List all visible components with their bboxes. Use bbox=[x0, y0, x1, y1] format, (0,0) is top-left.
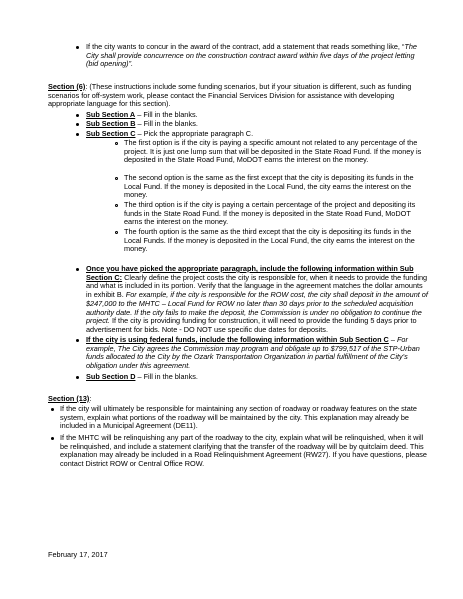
intro-bullet-text bbox=[86, 43, 428, 69]
section13-bullet-2: If the MHTC will be relinquishing any part of the roadway to the city, explain what will be relinquished, when it will be relinquished, and include a statement clarifying that the transfer of the roadway will be by quitclaim deed. This explanation may already be included in a Road Relinquishment Agreement (RW27). If you have questions, please contact District ROW or Central Office ROW. bbox=[60, 433, 427, 469]
subsection-d-item bbox=[86, 373, 426, 382]
option-4-text: The fourth option is the same as the third except that the city is depositing its funds in the Local Funds. If the money is deposited in the Local Fund, the city earns the interest on the money. bbox=[124, 227, 415, 254]
section13-bullet-1: If the city will ultimately be responsible for maintaining any section of roadway or roadway features on the state system, explain what portions of the roadway will be maintained by the city. This explanation may already be included in a Municipal Agreement (DE11). bbox=[60, 404, 417, 431]
section6-heading: Section (6) bbox=[48, 82, 86, 91]
subsection-a-text: – Fill in the blanks. bbox=[135, 110, 198, 119]
section13-heading-line bbox=[48, 395, 432, 404]
section6-intro-paragraph bbox=[48, 83, 432, 109]
bullet-dot-icon bbox=[73, 111, 81, 120]
bullet-dot-icon bbox=[73, 43, 81, 52]
subsection-d-text: – Fill in the blanks. bbox=[135, 372, 198, 381]
footer-date: February 17, 2017 bbox=[48, 550, 108, 559]
picked-paragraph bbox=[86, 265, 429, 335]
bullet-dot-icon bbox=[48, 434, 56, 443]
option-2-text: The second option is the same as the first except that the city is depositing its funds in the Local Fund. If the money is deposited in the Local Fund, the city earns the interest on the money. bbox=[124, 173, 414, 200]
option-3-text: The third option is if the city is paying a certain percentage of the project and depositing its funds in the State Road Fund. If the money is deposited in the State Road Fund, MoDOT earns the interest on the money. bbox=[124, 200, 416, 227]
picked-text-2: If the city is providing funding for construction, it will need to provide the funding 5 days prior to advertisement for bids. Note - DO NOT use specific due dates for deposits. bbox=[86, 316, 417, 334]
bullet-dot-icon bbox=[73, 265, 81, 274]
subsection-b-item bbox=[86, 120, 426, 129]
section13-colon: : bbox=[89, 394, 92, 403]
section13-heading: Section (13) bbox=[48, 394, 90, 403]
subsection-a-label: Sub Section A bbox=[86, 110, 136, 119]
federal-sep: – bbox=[388, 335, 397, 344]
bullet-ring-icon bbox=[112, 201, 120, 210]
intro-italic: The City shall provide concurrence on the construction contract award within five days of the project letting (bid opening)”. bbox=[86, 42, 417, 69]
subsection-d-label: Sub Section D bbox=[86, 372, 136, 381]
federal-italic: For example, The City agrees the Commission may program and obligate up to $799,517 of the STP-Urban funds allocated to the City by the Ozark Transportation Organization in partial fulfillment of the City’s obligation under this agreement. bbox=[86, 335, 420, 371]
bullet-dot-icon bbox=[73, 120, 81, 129]
bullet-ring-icon bbox=[112, 228, 120, 237]
option-1-text: The first option is if the city is paying a specific amount not related to any percentage of the project. It is just one lump sum that will be deposited in the State Road Fund. If the money is deposited in the State Road Fund, MoDOT earns the interest on the money. bbox=[124, 138, 422, 165]
picked-italic: For example, if the city is responsible for the ROW cost, the city shall deposit in the amount of $247,000 to the MHTC – Local Fund for ROW no later than 30 days prior to the scheduled acquisition authority date. If the city fails to make the deposit, the Commission is under no obligation to continue the project. bbox=[86, 290, 428, 326]
subsection-c-label: Sub Section C bbox=[86, 129, 136, 138]
bullet-dot-icon bbox=[73, 373, 81, 382]
subsection-b-label: Sub Section B bbox=[86, 119, 136, 128]
bullet-ring-icon bbox=[112, 174, 120, 183]
bullet-dot-icon bbox=[73, 336, 81, 345]
subsection-c-text: – Pick the appropriate paragraph C. bbox=[135, 129, 254, 138]
federal-paragraph bbox=[86, 336, 429, 371]
intro-lead: If the city wants to concur in the award of the contract, add a statement that reads something like, “ bbox=[86, 42, 405, 51]
bullet-dot-icon bbox=[48, 405, 56, 414]
picked-text-1: Clearly define the project costs the city is responsible for, when it needs to provide the funding and what is included in its portion. Verify that the language in the agreement matches the dollar amounts in exhibit B. bbox=[86, 272, 428, 300]
picked-heading: Once you have picked the appropriate paragraph, include the following information within Sub Section C: bbox=[86, 264, 414, 282]
section6-intro-text: : (These instructions include some funding scenarios, but if your situation is different, such as funding scenarios for off-system work, please contact the Financial Services Division for assistance with developing appropriate language for this section). bbox=[48, 82, 412, 109]
bullet-ring-icon bbox=[112, 139, 120, 148]
subsection-b-text: – Fill in the blanks. bbox=[135, 119, 198, 128]
federal-heading: If the city is using federal funds, include the following information within Sub Section C bbox=[86, 335, 389, 344]
bullet-dot-icon bbox=[73, 130, 81, 139]
